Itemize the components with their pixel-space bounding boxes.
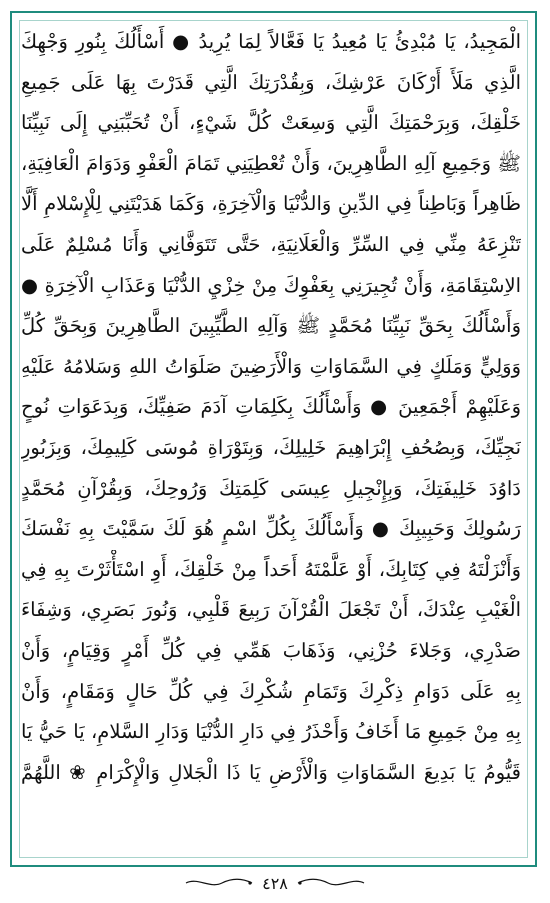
text-line-content: دَاوُدَ خَلِيفَتِكَ، وَبِإِنْجِيلِ عِيسَى كَلِمَتِكَ وَرُوحِكَ، وَبِقُرْآنِ مُحَمَّدٍ <box>21 476 521 500</box>
text-line <box>21 103 521 144</box>
text-line-content: بِهِ مِنْ جَمِيعِ مَا أَخَافُ وَأَحْذَرُ فِي دَارِ الدُّنْيَا وَدَارِ السَّلامِ، يَا حَيُّ يَا <box>21 720 521 744</box>
text-line <box>21 225 521 266</box>
text-line <box>21 306 521 347</box>
prayer-text <box>21 22 521 793</box>
text-line-content: وَعَلَيْهِمْ أَجْمَعِينَ ● وَأَسْأَلُكَ بِكَلِمَاتِ آدَمَ صَفِيِّكَ، وَبِدَعَوَاتِ نُوحٍ <box>21 395 521 419</box>
page-footer <box>0 868 550 898</box>
text-line <box>21 266 521 307</box>
text-line-content: رَسُولِكَ وَحَبِيبِكَ ● وَأَسْأَلُكَ بِكُلِّ اسْمٍ هُوَ لَكَ سَمَّيْتَ بِهِ نَفْسَكَ <box>21 517 521 541</box>
text-line <box>21 144 521 185</box>
text-line <box>21 712 521 753</box>
text-line <box>21 347 521 388</box>
ornament-right-icon <box>184 877 254 889</box>
text-line <box>21 509 521 550</box>
text-line-content: صَدْرِي، وَجَلاءَ حُزْنِي، وَذَهَابَ هَمِّي فِي كُلِّ أَمْرٍ وَقِيَامٍ، وَأَنْ <box>21 638 521 662</box>
ornament-left-icon <box>296 877 366 889</box>
page-number: ٤٢٨ <box>262 873 288 893</box>
text-line <box>21 387 521 428</box>
text-line-content: بِهِ عَلَى دَوَامِ ذِكْرِكَ وَتَمَامِ شُكْرِكَ فِي كُلِّ حَالٍ وَمَقَامٍ، وَأَنْ <box>21 679 521 703</box>
text-line <box>21 428 521 469</box>
text-line <box>21 590 521 631</box>
text-line <box>21 469 521 510</box>
text-line <box>21 672 521 713</box>
text-line <box>21 184 521 225</box>
text-line <box>21 753 521 794</box>
text-line-content: ﷺ وَجَمِيعِ آلِهِ الطَّاهِرِينَ، وَأَنْ تُعْطِيَنِي تَمَامَ الْعَفْوِ وَدَوَامَ الْعَافِيَةِ، <box>21 151 521 175</box>
text-line-content: الْمَجِيدُ، يَا مُبْدِئُ يَا مُعِيدُ يَا فَعَّالاً لِمَا يُرِيدُ ● أَسْأَلُكَ بِنُورِ وَجْهِكَ <box>21 30 521 53</box>
text-line-content: نَجِيِّكَ، وَبِصُحُفِ إِبْرَاهِيمَ خَلِيلِكَ، وَبِتَوْرَاةِ مُوسَى كَلِيمِكَ، وَبِزَبُورِ <box>21 435 521 459</box>
text-line-content: وَأَنْزَلْتَهُ فِي كِتَابِكَ، أَوْ عَلَّمْتَهُ أَحَداً مِنْ خَلْقِكَ، أَوِ اسْتَأْثَرْتَ بِهِ فِي <box>21 557 521 581</box>
text-line-content: الَّذِي مَلَأَ أَرْكَانَ عَرْشِكَ، وَبِقُدْرَتِكَ الَّتِي قَدَرْتَ بِهَا عَلَى جَمِيعِ <box>21 70 521 94</box>
text-line <box>21 22 521 63</box>
text-line-content: تَنْزِعَهُ مِنِّي فِي السِّرِّ وَالْعَلَانِيَةِ، حَتَّى تَتَوَفَّانِي وَأَنَا مُسْلِمٌ عَلَى <box>21 232 521 256</box>
text-line-content: الْغَيْبِ عِنْدَكَ، أَنْ تَجْعَلَ الْقُرْآنَ رَبِيعَ قَلْبِي، وَنُورَ بَصَرِي، وَشِفَاءَ <box>21 598 521 622</box>
text-line <box>21 63 521 104</box>
text-line <box>21 631 521 672</box>
text-line-content: وَأَسْأَلُكَ بِحَقِّ نَبِيِّنَا مُحَمَّدٍ ﷺ وَآلِهِ الطَّيِّبِينَ الطَّاهِرِينَ وَبِحَقِّ كُلِّ <box>21 314 521 338</box>
text-line-content: قَيُّومُ يَا بَدِيعَ السَّمَاوَاتِ وَالْأَرْضِ يَا ذَا الْجَلالِ وَالْإِكْرَامِ ❀ اللَّهُمَّ <box>21 760 521 784</box>
text-line-content: الاِسْتِقَامَةِ، وَأَنْ تُجِيرَنِي بِعَفْوِكَ مِنْ خِزْيِ الدُّنْيَا وَعَذَابِ الْآخِرَةِ ● <box>21 273 521 297</box>
text-line <box>21 550 521 591</box>
text-line-content: وَوَلِيٍّ وَمَلَكٍ فِي السَّمَاوَاتِ وَالْأَرَضِينَ صَلَوَاتُ اللهِ وَسَلامُهُ عَلَيْهِ <box>21 354 521 378</box>
text-line-content: خَلْقِكَ، وَبِرَحْمَتِكَ الَّتِي وَسِعَتْ كُلَّ شَيْءٍ، أَنْ تُحَبِّبَنِي إِلَى نَبِيِّنَا <box>21 111 521 135</box>
text-line-content: ظَاهِراً وَبَاطِناً فِي الدِّينِ وَالدُّنْيَا وَالْآخِرَةِ، وَكَمَا هَدَيْتَنِي لِلْإِسْلامِ أَلَّا <box>21 192 521 216</box>
